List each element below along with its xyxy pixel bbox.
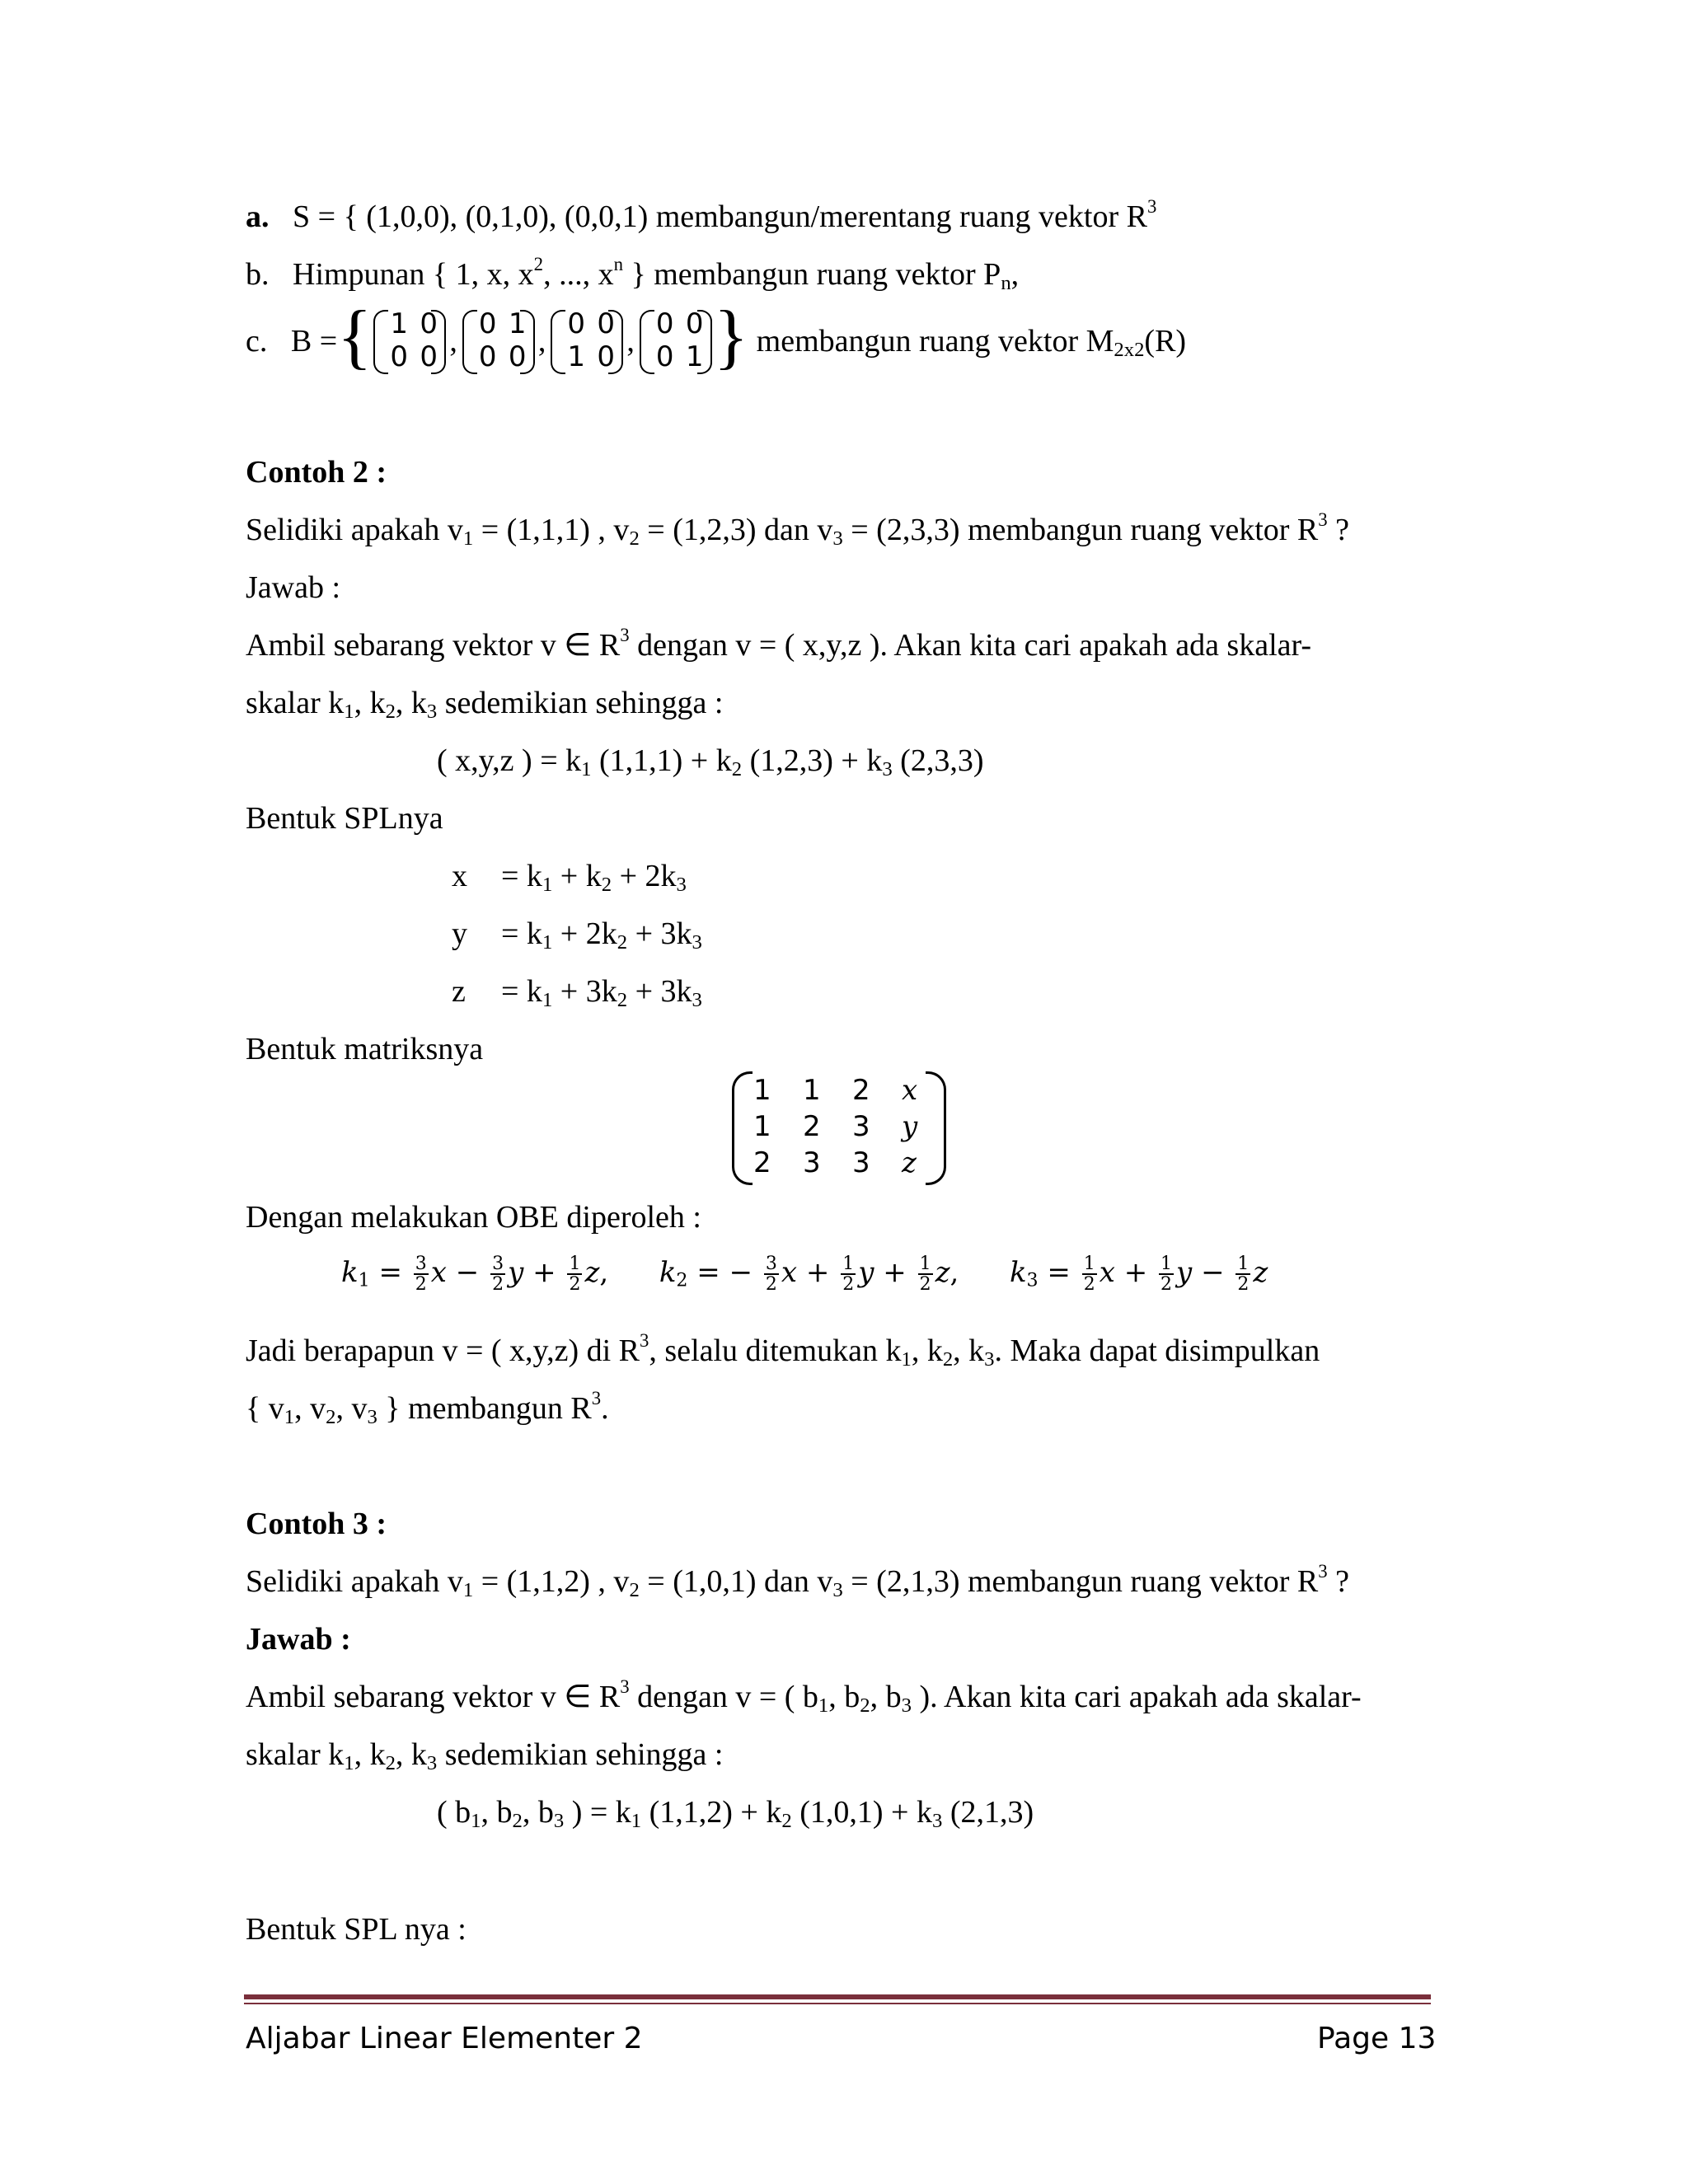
denominator: 2 (1083, 1274, 1095, 1296)
denominator: 2 (569, 1274, 581, 1296)
fraction (1082, 1254, 1097, 1294)
matrix-entry: 1 (753, 1110, 771, 1143)
list-label-c: c. (246, 324, 268, 359)
fraction (490, 1254, 505, 1294)
matrix-entry: y (902, 1110, 918, 1143)
numerator: 1 (919, 1254, 931, 1274)
variable: k (1009, 1256, 1027, 1290)
text: = (2,3,3) membangun ruang vektor R (842, 513, 1319, 547)
heading-contoh-3: Contoh 3 : (246, 1507, 387, 1541)
text: , (1010, 257, 1020, 292)
comma: , (950, 1256, 959, 1290)
denominator: 2 (492, 1274, 504, 1296)
subscript: 2x2 (1114, 339, 1145, 362)
spl-lhs: y (452, 916, 467, 951)
numerator: 3 (492, 1254, 504, 1274)
text: skalar k (246, 1737, 345, 1772)
contoh2-conclusion-2 (246, 1387, 609, 1429)
subscript: 1 (542, 931, 553, 954)
variable: k (659, 1256, 677, 1290)
text: membangun ruang vektor M (756, 324, 1114, 359)
minus-sign: − (729, 1256, 753, 1290)
footer-title: Aljabar Linear Elementer 2 (246, 2022, 643, 2055)
subscript: 2 (629, 1579, 640, 1602)
paren-left (551, 310, 565, 374)
text: Selidiki apakah v (246, 513, 463, 547)
contoh2-equation (437, 743, 984, 781)
footer-rule-thin (244, 2003, 1431, 2004)
contoh2-obe-line: Dengan melakukan OBE diperoleh : (246, 1200, 701, 1235)
text: skalar k (246, 686, 345, 720)
text: Jadi berapapun v = ( x,y,z) di R (246, 1333, 640, 1368)
text: (1,0,1) + k (791, 1795, 932, 1830)
denominator: 2 (415, 1274, 427, 1296)
text: ( b (437, 1795, 471, 1830)
subscript: n (1001, 272, 1011, 295)
plus-sign: + (1123, 1256, 1148, 1290)
paren-left (732, 1071, 753, 1185)
text: = (2,1,3) membangun ruang vektor R (842, 1564, 1319, 1599)
variable: x (1099, 1256, 1115, 1290)
text: dengan v = ( b (629, 1680, 818, 1714)
paren-left (462, 310, 477, 374)
denominator: 2 (919, 1274, 931, 1296)
variable: x (430, 1256, 447, 1290)
text: , k (354, 1737, 386, 1772)
solution-formula (341, 1254, 1268, 1294)
matrix-entry: 1 (567, 340, 586, 373)
subscript: 3 (931, 1810, 943, 1833)
subscript: 3 (692, 989, 702, 1012)
paren-right (926, 1071, 946, 1185)
matrix-entry: 0 (508, 340, 527, 373)
matrix-entry: 0 (390, 340, 409, 373)
subscript: 2 (860, 1694, 870, 1718)
subscript: 1 (818, 1694, 829, 1718)
paren-left (373, 310, 388, 374)
matrix-entry: 0 (567, 307, 586, 340)
text: + 2k (612, 859, 677, 893)
subscript: 3 (901, 1694, 912, 1718)
text: , k (354, 686, 386, 720)
superscript: 3 (1318, 1560, 1328, 1582)
close-brace: } (713, 297, 749, 377)
spl-row (452, 974, 702, 1012)
denominator: 2 (842, 1274, 855, 1296)
numerator: 3 (765, 1254, 777, 1274)
numerator: 1 (842, 1254, 855, 1274)
text: ? (1327, 513, 1350, 547)
text: , b (481, 1795, 513, 1830)
subscript: 1 (358, 1269, 370, 1291)
matrix-entry: 2 (803, 1110, 821, 1143)
contoh2-conclusion-1 (246, 1329, 1320, 1371)
subscript: 2 (629, 527, 640, 551)
matrix-entry: 3 (852, 1146, 870, 1179)
text: , v (294, 1391, 326, 1426)
text: = (1,1,1) , v (473, 513, 630, 547)
text: , k (911, 1333, 943, 1368)
matrix-entry: x (902, 1074, 918, 1107)
text: ? (1327, 1564, 1350, 1599)
list-item-a (246, 195, 1157, 234)
text: , b (870, 1680, 902, 1714)
superscript: 3 (620, 624, 630, 645)
minus-sign: − (455, 1256, 480, 1290)
comma: , (599, 1256, 609, 1290)
fraction (1236, 1254, 1250, 1294)
text: = (1,2,3) dan v (639, 513, 833, 547)
contoh2-skalar-line (246, 686, 724, 724)
subscript: 3 (426, 701, 438, 724)
text: (2,1,3) (942, 1795, 1034, 1830)
text: + k (552, 859, 602, 893)
subscript: 3 (832, 527, 843, 551)
spl-row (452, 916, 702, 954)
subscript: 2 (676, 1269, 688, 1291)
subscript: 1 (631, 1810, 642, 1833)
spl-lhs: x (452, 859, 467, 893)
subscript: 2 (617, 989, 628, 1012)
text: , v (335, 1391, 368, 1426)
spl-lhs: z (452, 974, 466, 1009)
matrix-entry: 0 (685, 307, 704, 340)
page-number: Page 13 (1317, 2022, 1437, 2055)
list-label-b: b. (246, 257, 270, 292)
matrix-entry: 1 (390, 307, 409, 340)
contoh3-question (246, 1560, 1350, 1602)
text: (2,3,3) (892, 743, 984, 778)
superscript: 3 (1146, 195, 1157, 217)
subscript: 3 (367, 1406, 377, 1429)
denominator: 2 (1160, 1274, 1173, 1296)
matrix-entry: 3 (803, 1146, 821, 1179)
matrix-entry: 0 (478, 307, 497, 340)
superscript: 3 (640, 1329, 649, 1351)
paren-left (640, 310, 654, 374)
matrix-entry: 0 (420, 307, 438, 340)
set-prefix: B = (290, 324, 338, 359)
text: sedemikian sehingga : (437, 686, 724, 720)
text: { v (246, 1391, 284, 1426)
matrix-2x2 (640, 307, 712, 376)
list-item-b (246, 253, 1020, 295)
numerator: 1 (569, 1254, 581, 1274)
subscript: 1 (542, 989, 553, 1012)
text: . (601, 1391, 609, 1426)
list-c-suffix (756, 324, 1187, 362)
subscript: 3 (553, 1810, 565, 1833)
equals-sign: = (1047, 1256, 1071, 1290)
text: , k (953, 1333, 985, 1368)
superscript: n (613, 253, 623, 274)
numerator: 1 (1083, 1254, 1095, 1274)
plus-sign: + (883, 1256, 907, 1290)
spl-row (452, 859, 687, 897)
matrix-2x2 (551, 307, 623, 376)
contoh2-spl-title: Bentuk SPLnya (246, 801, 443, 836)
list-label-a: a. (246, 199, 270, 234)
text: , ..., x (543, 257, 614, 292)
open-brace: { (337, 297, 373, 377)
denominator: 2 (765, 1274, 777, 1296)
variable: y (508, 1256, 524, 1290)
matrix-entry: 0 (597, 340, 616, 373)
fraction (567, 1254, 582, 1294)
text: . Maka dapat disimpulkan (994, 1333, 1320, 1368)
text: dengan v = ( x,y,z ). Akan kita cari apakah ada skalar- (629, 628, 1312, 663)
fraction (764, 1254, 779, 1294)
subscript: 3 (692, 931, 702, 954)
contoh2-question (246, 509, 1350, 551)
contoh3-ambil-line (246, 1675, 1362, 1718)
subscript: 1 (344, 1752, 354, 1775)
matrix-entry: 0 (420, 340, 438, 373)
subscript: 1 (542, 874, 553, 897)
contoh3-skalar-line (246, 1737, 724, 1775)
text: Selidiki apakah v (246, 1564, 463, 1599)
subscript: 2 (942, 1348, 954, 1371)
variable: z (584, 1256, 600, 1290)
text: (R) (1144, 324, 1187, 359)
text: , k (395, 686, 427, 720)
list-item-c (246, 297, 1187, 377)
matrix-entry: 3 (852, 1110, 870, 1143)
contoh3-equation (437, 1795, 1034, 1833)
contoh2-ambil-line (246, 624, 1312, 663)
text: = k (501, 859, 542, 893)
numerator: 3 (415, 1254, 427, 1274)
comma: , (449, 324, 457, 359)
matrix-entry: 0 (597, 307, 616, 340)
superscript: 2 (533, 253, 544, 274)
text: ). Akan kita cari apakah ada skalar- (911, 1680, 1362, 1714)
text: , k (395, 1737, 427, 1772)
subscript: 2 (617, 931, 628, 954)
comma: , (626, 324, 635, 359)
text: Ambil sebarang vektor v ∈ R (246, 628, 621, 663)
subscript: 1 (581, 758, 592, 781)
subscript: 2 (601, 874, 612, 897)
variable: x (781, 1256, 798, 1290)
subscript: 2 (781, 1810, 792, 1833)
text: + 3k (627, 974, 692, 1009)
text: Ambil sebarang vektor v ∈ R (246, 1680, 621, 1714)
numerator: 1 (1237, 1254, 1250, 1274)
matrix-entry: 0 (655, 340, 674, 373)
matrix-entry: 1 (803, 1074, 821, 1107)
plus-sign: + (532, 1256, 556, 1290)
contoh3-jawab: Jawab : (246, 1622, 351, 1657)
subscript: 3 (832, 1579, 843, 1602)
variable: z (935, 1256, 950, 1290)
subscript: 2 (326, 1406, 336, 1429)
contoh3-spl-title: Bentuk SPL nya : (246, 1912, 467, 1947)
contoh2-matrix-title: Bentuk matriksnya (246, 1032, 484, 1066)
superscript: 3 (620, 1675, 630, 1697)
subscript: 3 (676, 874, 687, 897)
matrix-entry: z (902, 1146, 917, 1179)
comma: , (537, 324, 546, 359)
fraction (1159, 1254, 1174, 1294)
equals-sign: = (378, 1256, 402, 1290)
matrix-2x2 (373, 307, 446, 376)
text: = k (501, 974, 542, 1009)
text: = k (501, 916, 542, 951)
text: + 2k (552, 916, 617, 951)
subscript: 1 (284, 1406, 295, 1429)
superscript: 3 (591, 1387, 602, 1408)
text: Himpunan { 1, x, x (293, 257, 534, 292)
matrix-entry: 0 (478, 340, 497, 373)
subscript: 2 (385, 1752, 396, 1775)
text: , b (828, 1680, 860, 1714)
subscript: 1 (344, 701, 354, 724)
text: (1,1,2) + k (641, 1795, 782, 1830)
text: , selalu ditemukan k (649, 1333, 902, 1368)
subscript: 1 (462, 527, 474, 551)
subscript: 2 (512, 1810, 523, 1833)
list-text-a: S = { (1,0,0), (0,1,0), (0,0,1) membangun/merentang ruang vektor R (293, 199, 1147, 234)
matrix-entry: 2 (852, 1074, 870, 1107)
variable: k (341, 1256, 359, 1290)
subscript: 3 (984, 1348, 995, 1371)
text: , b (522, 1795, 554, 1830)
numerator: 1 (1160, 1254, 1173, 1274)
matrix-entry: 1 (685, 340, 704, 373)
matrix-entry: 1 (508, 307, 527, 340)
subscript: 1 (462, 1579, 474, 1602)
text: } membangun ruang vektor P (622, 257, 1001, 292)
heading-contoh-2: Contoh 2 : (246, 455, 387, 490)
variable: y (858, 1256, 874, 1290)
contoh2-jawab: Jawab : (246, 570, 341, 605)
footer-rule (244, 1994, 1431, 1999)
subscript: 2 (385, 701, 396, 724)
matrix-2x2 (462, 307, 535, 376)
text: = (1,1,2) , v (473, 1564, 630, 1599)
subscript: 3 (1026, 1269, 1039, 1291)
text: } membangun R (377, 1391, 592, 1426)
fraction (841, 1254, 856, 1294)
subscript: 3 (426, 1752, 438, 1775)
text: (1,1,1) + k (591, 743, 732, 778)
matrix-entry: 2 (753, 1146, 771, 1179)
plus-sign: + (805, 1256, 830, 1290)
text: + 3k (627, 916, 692, 951)
equals-sign: = (696, 1256, 720, 1290)
matrix-entry: 0 (655, 307, 674, 340)
minus-sign: − (1201, 1256, 1225, 1290)
augmented-matrix (732, 1071, 946, 1185)
text: (1,2,3) + k (742, 743, 883, 778)
superscript: 3 (1318, 509, 1328, 530)
subscript: 2 (731, 758, 743, 781)
fraction (414, 1254, 429, 1294)
text: ) = k (564, 1795, 631, 1830)
denominator: 2 (1237, 1274, 1250, 1296)
text: ( x,y,z ) = k (437, 743, 582, 778)
text: = (1,0,1) dan v (639, 1564, 833, 1599)
subscript: 3 (882, 758, 893, 781)
text: sedemikian sehingga : (437, 1737, 724, 1772)
matrix-entry: 1 (753, 1074, 771, 1107)
fraction (918, 1254, 933, 1294)
variable: y (1176, 1256, 1193, 1290)
text: + 3k (552, 974, 617, 1009)
subscript: 1 (901, 1348, 912, 1371)
subscript: 1 (471, 1810, 481, 1833)
variable: z (1253, 1256, 1268, 1290)
